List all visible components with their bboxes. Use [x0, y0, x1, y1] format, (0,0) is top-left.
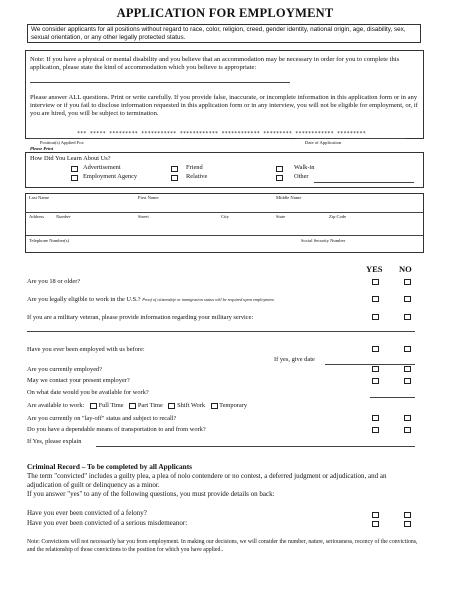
other-field-line[interactable] — [314, 182, 414, 183]
veteran-question: If you are a military veteran, please provide information regarding your military service: — [27, 314, 254, 321]
misdemeanor-yes-checkbox[interactable] — [372, 521, 379, 527]
checkbox-other[interactable] — [276, 175, 283, 181]
option-friend: Friend — [186, 164, 203, 171]
shift-work-checkbox[interactable] — [168, 403, 175, 409]
felony-no-checkbox[interactable] — [404, 512, 411, 518]
explain-line[interactable] — [96, 446, 415, 447]
eeo-statement: We consider applicants for all positions without regard to race, color, religion, creed, gender identity, national origin, age, disability, sex, sexual orientation, or any other legally protected status. — [27, 24, 421, 43]
transport-yes-checkbox[interactable] — [372, 427, 379, 433]
explain-label: If Yes, please explain — [27, 438, 82, 445]
eligibility-note: Proof of citizenship or immigration status will be required upon employment. — [142, 297, 275, 302]
misdemeanor-question: Have you ever been convicted of a serious misdemeanor: — [27, 519, 188, 527]
option-walk-in: Walk-in — [294, 164, 315, 171]
address-label: Address — [29, 214, 45, 219]
currently-employed-question: Are you currently employed? — [27, 366, 103, 373]
misdemeanor-no-checkbox[interactable] — [404, 521, 411, 527]
personal-info-box — [25, 193, 424, 253]
zip-label: Zip Code — [329, 214, 347, 219]
instructions-box — [25, 50, 424, 139]
checkbox-walk-in[interactable] — [276, 166, 283, 172]
position-label: Position(s) Applied For: — [40, 140, 85, 145]
transport-question: Do you have a dependable means of transportation to and from work? — [27, 426, 206, 433]
age-yes-checkbox[interactable] — [372, 279, 379, 285]
checkbox-friend[interactable] — [171, 166, 178, 172]
layoff-yes-checkbox[interactable] — [372, 415, 379, 421]
shift-work-label: Shift Work — [177, 402, 206, 409]
separator-stars: *** ***** ********* *********** ************ ************ ********* ************ ********* — [77, 131, 366, 137]
contact-employer-yes-checkbox[interactable] — [372, 378, 379, 384]
part-time-checkbox[interactable] — [129, 403, 136, 409]
last-name-label: Last Name — [29, 195, 50, 200]
phone-label: Telephone Number(s) — [29, 238, 70, 243]
no-header: NO — [399, 264, 412, 274]
work-availability-row — [27, 402, 247, 409]
street-label: Street — [138, 214, 149, 219]
page-title: APPLICATION FOR EMPLOYMENT — [116, 6, 334, 20]
part-time-label: Part Time — [137, 402, 163, 409]
age-question: Are you 18 or older? — [27, 278, 81, 285]
criminal-record-heading: Criminal Record – To be completed by all Applicants — [27, 462, 192, 471]
eligible-yes-checkbox[interactable] — [372, 296, 379, 302]
middle-name-label: Middle Name — [276, 195, 302, 200]
row-divider — [26, 235, 423, 236]
felony-question: Have you ever been convicted of a felony? — [27, 509, 147, 517]
state-label: State — [276, 214, 286, 219]
contact-employer-no-checkbox[interactable] — [404, 378, 411, 384]
age-no-checkbox[interactable] — [404, 279, 411, 285]
eligibility-question-text: Are you legally eligible to work in the U.S.? — [27, 296, 141, 303]
criminal-definition: The term "convicted" includes a guilty plea, a plea of nolo contendere or no contest, a deferred judgment or adjudication, and an adjudication of guilt or delinquency as a minor. — [27, 472, 387, 489]
checkbox-employment-agency[interactable] — [71, 175, 78, 181]
option-other: Other — [294, 173, 309, 180]
option-employment-agency: Employment Agency — [83, 173, 138, 180]
eligible-no-checkbox[interactable] — [404, 296, 411, 302]
referral-box — [25, 152, 424, 188]
transport-no-checkbox[interactable] — [404, 427, 411, 433]
layoff-no-checkbox[interactable] — [404, 415, 411, 421]
criminal-instruction: If you answer "yes" to any of the following questions, you must provide details on back: — [27, 490, 275, 498]
accommodation-answer-line[interactable] — [30, 82, 290, 83]
available-to-work-label: Are available to work: — [27, 402, 85, 409]
available-date-question: On what date would you be available for work? — [27, 389, 149, 396]
position-field-line[interactable] — [30, 138, 180, 139]
option-advertisement: Advertisement — [83, 164, 121, 171]
row-divider — [26, 212, 423, 213]
answer-instructions: Please answer ALL questions. Print or write carefully. If you provide false, inaccurate, or incomplete information in this application form or in any interview or if you fail to disclose information requested in this application form or in any interview, you will not be eligible for employment, or, if you are hired, you will be subject to termination. — [30, 94, 418, 118]
contact-employer-question: May we contact your present employer? — [27, 377, 130, 384]
date-field-line[interactable] — [295, 138, 405, 139]
eligibility-question — [27, 296, 275, 303]
veteran-no-checkbox[interactable] — [404, 314, 411, 320]
veteran-yes-checkbox[interactable] — [372, 314, 379, 320]
option-relative: Relative — [186, 173, 208, 180]
if-yes-date-label: If yes, give date — [274, 356, 315, 363]
veteran-answer-line[interactable] — [27, 331, 415, 332]
temporary-label: Temporary — [219, 402, 248, 409]
currently-employed-no-checkbox[interactable] — [404, 366, 411, 372]
ssn-label: Social Security Number — [301, 238, 346, 243]
employed-before-yes-checkbox[interactable] — [372, 346, 379, 352]
currently-employed-yes-checkbox[interactable] — [372, 366, 379, 372]
accommodation-note: Note: If you have a physical or mental disability and you believe that an accommodation may be necessary in order for you to complete this application, please state the kind of accommodation which you believe is appropriate: — [30, 56, 400, 72]
employed-date-line[interactable] — [325, 364, 415, 365]
referral-question: How Did You Learn About Us? — [30, 155, 111, 162]
number-label: Number — [56, 214, 71, 219]
first-name-label: First Name — [138, 195, 159, 200]
layoff-question: Are you currently on "lay-off" status and subject to recall? — [27, 415, 177, 422]
employed-before-question: Have you ever been employed with us before: — [27, 346, 145, 353]
temporary-checkbox[interactable] — [211, 403, 218, 409]
employed-before-no-checkbox[interactable] — [404, 346, 411, 352]
conviction-note: Note: Convictions will not necessarily bar you from employment. In making our decisions, we will consider the number, nature, seriousness, recency of the convictions, and the relationship of those convictions to the position for which you have applied.. — [27, 539, 418, 554]
felony-yes-checkbox[interactable] — [372, 512, 379, 518]
full-time-label: Full Time — [98, 402, 124, 409]
yes-header: YES — [366, 264, 383, 274]
print-note: Please Print — [30, 146, 54, 151]
full-time-checkbox[interactable] — [90, 403, 97, 409]
checkbox-advertisement[interactable] — [71, 166, 78, 172]
date-label: Date of Application — [305, 140, 342, 145]
available-date-line[interactable] — [370, 397, 415, 398]
city-label: City — [221, 214, 229, 219]
checkbox-relative[interactable] — [171, 175, 178, 181]
